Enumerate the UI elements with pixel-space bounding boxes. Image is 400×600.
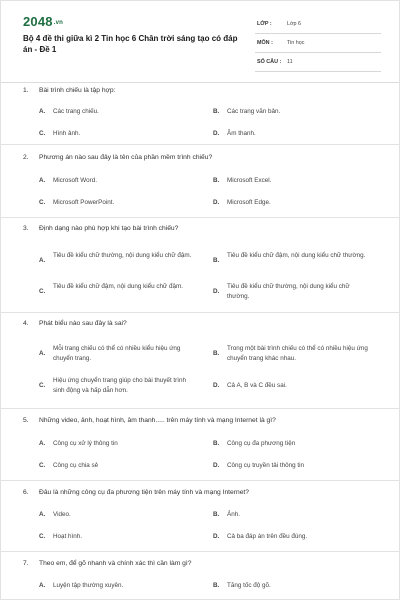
option-text: Các trang văn bản. (227, 108, 281, 115)
question-3 (1, 218, 400, 312)
question-number: 7. (23, 560, 29, 567)
question-1 (1, 83, 400, 144)
option-text: Mỗi trang chiếu có thể có nhiều kiểu hiệu ứng chuyển trang. (53, 345, 181, 362)
option-letter: C. (39, 288, 46, 295)
option-text: Công cụ chia sẻ (53, 462, 99, 469)
option-letter: A. (39, 440, 46, 447)
logo-suffix: .vn (53, 19, 64, 26)
logo-text: 2048 (23, 14, 53, 29)
option-letter: B. (213, 440, 220, 447)
option-text: Hoạt hình. (53, 533, 83, 540)
document-title: Bộ 4 đề thi giữa kì 2 Tin học 6 Chân trời sáng tạo có đáp án - Đề 1 (23, 34, 238, 54)
meta-label: LỚP : (257, 21, 272, 27)
option-letter: D. (213, 199, 220, 206)
question-number: 4. (23, 320, 29, 327)
worksheet-header (1, 1, 400, 83)
question-stem (23, 320, 383, 327)
question-stem (23, 154, 383, 161)
option-text: Tiêu đề kiểu chữ đậm, nội dung kiểu chữ đậm. (53, 283, 184, 290)
option-letter: D. (213, 288, 220, 295)
option-letter: B. (213, 177, 220, 184)
question-4 (1, 313, 400, 408)
question-number: 2. (23, 154, 29, 161)
option-text: Tiêu đề kiểu chữ thường, nội dung kiểu chữ đậm. (53, 252, 192, 259)
option-letter: B. (213, 511, 220, 518)
option-letter: A. (39, 177, 46, 184)
question-text: Phát biểu nào sau đây là sai? (39, 320, 127, 327)
question-text: Theo em, để gõ nhanh và chính xác thì cần làm gì? (39, 560, 192, 567)
meta-label: SỐ CÂU : (257, 59, 282, 65)
question-text: Những video, ảnh, hoạt hình, âm thanh..... trên máy tính và mạng Internet là gì? (39, 417, 276, 424)
option-text: Microsoft PowerPoint. (53, 199, 115, 206)
option-letter: C. (39, 199, 46, 206)
option-letter: B. (213, 108, 220, 115)
option-letter: C. (39, 130, 46, 137)
option-letter: C. (39, 462, 46, 469)
option-text: Cả A, B và C đều sai. (227, 382, 287, 389)
option-letter: A. (39, 108, 46, 115)
question-text: Phương án nào sau đây là tên của phần mềm trình chiếu? (39, 154, 213, 161)
question-number: 3. (23, 225, 29, 232)
option-text: Microsoft Edge. (227, 199, 271, 206)
option-text: Công cụ truyền tải thông tin (227, 462, 305, 469)
question-number: 1. (23, 87, 29, 94)
option-text: Âm thanh. (227, 130, 256, 137)
question-stem (23, 87, 383, 94)
option-text: Tiêu đề kiểu chữ đậm, nội dung kiểu chữ thường. (227, 252, 366, 259)
option-text: Ảnh. (227, 511, 240, 518)
meta-label: MÔN : (257, 40, 273, 46)
meta-value: Tin học (287, 40, 305, 46)
question-stem (23, 560, 383, 567)
option-letter: D. (213, 462, 220, 469)
question-number: 5. (23, 417, 29, 424)
meta-row-class (255, 15, 381, 34)
option-text: Video. (53, 511, 71, 518)
question-5 (1, 409, 400, 480)
question-2 (1, 145, 400, 217)
meta-row-subject (255, 34, 381, 53)
option-letter: A. (39, 257, 46, 264)
option-letter: C. (39, 533, 46, 540)
question-6 (1, 481, 400, 551)
question-text: Định dạng nào phù hợp khi tạo bài trình chiếu? (39, 225, 179, 232)
meta-value: Lớp 6 (287, 21, 302, 27)
option-text: Tiêu đề kiểu chữ thường, nội dung kiểu chữ thường. (227, 283, 350, 300)
option-letter: C. (39, 382, 46, 389)
option-letter: B. (213, 257, 220, 264)
site-logo[interactable] (23, 14, 63, 29)
question-stem (23, 417, 383, 424)
option-letter: A. (39, 582, 46, 589)
option-text: Tăng tốc độ gõ. (227, 582, 271, 589)
option-letter: B. (213, 350, 220, 357)
option-text: Microsoft Excel. (227, 177, 272, 184)
meta-row-count (255, 53, 381, 72)
question-stem (23, 489, 383, 496)
option-text: Cả ba đáp án trên đều đúng. (227, 533, 308, 540)
option-text: Công cụ đa phương tiện (227, 440, 296, 447)
option-text: Hiệu ứng chuyển trang giúp cho bài thuyết trình sinh động và hấp dẫn hơn. (53, 377, 187, 394)
option-text: Hình ảnh. (53, 130, 81, 137)
option-letter: D. (213, 130, 220, 137)
meta-value: 11 (287, 59, 293, 65)
question-7 (1, 552, 400, 600)
option-letter: A. (39, 511, 46, 518)
option-letter: B. (213, 582, 220, 589)
option-text: Luyện tập thường xuyên. (53, 582, 124, 589)
option-letter: D. (213, 382, 220, 389)
question-text: Đâu là những công cụ đa phương tiện trên máy tính và mạng Internet? (39, 489, 250, 496)
option-text: Microsoft Word. (53, 177, 97, 184)
question-number: 6. (23, 489, 29, 496)
option-text: Trong một bài trình chiếu có thể có nhiều hiệu ứng chuyển trang khác nhau. (227, 345, 368, 362)
option-text: Công cụ xử lý thông tin (53, 440, 118, 447)
meta-info (255, 15, 381, 72)
option-text: Các trang chiếu. (53, 108, 99, 115)
question-stem (23, 225, 383, 232)
option-letter: D. (213, 533, 220, 540)
question-text: Bài trình chiếu là tập hợp: (39, 87, 116, 94)
option-letter: A. (39, 350, 46, 357)
